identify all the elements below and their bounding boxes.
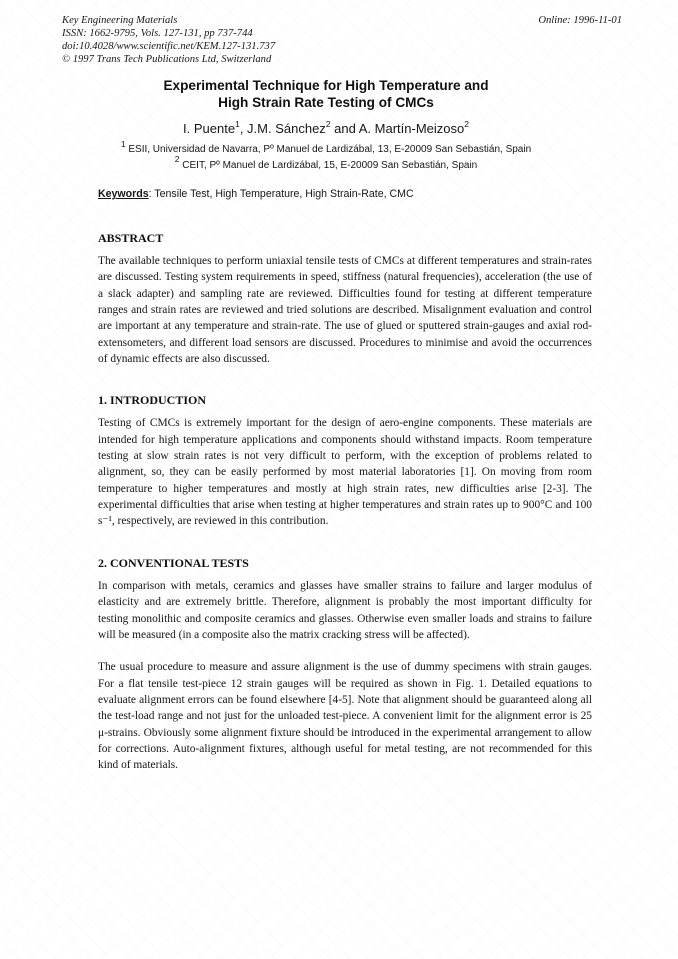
journal-header	[0, 0, 678, 66]
journal-header-left	[62, 14, 275, 66]
journal-name: Key Engineering Materials	[62, 15, 178, 26]
affiliation-1-text: ESII, Universidad de Navarra, Pº Manuel de Lardizábal, 13, E-20009 San Sebastián, Spain	[125, 144, 532, 155]
conventional-tests-paragraph-1: In comparison with metals, ceramics and glasses have smaller strains to failure and larger modulus of elasticity and are extremely brittle. Therefore, alignment is probably the most important difficulty for testing monolithic and composite ceramics and glasses. Otherwise even smaller loads and strains to failure will be measured (in a composite also the matrix cracking stress will be affected).	[98, 579, 592, 641]
authors-line	[70, 118, 582, 137]
affiliation-1-mark: 1	[120, 138, 126, 149]
issn-line: ISSN: 1662-9795, Vols. 127-131, pp 737-744	[62, 28, 253, 39]
author-1-name: I. Puente	[183, 121, 236, 136]
keywords-line	[98, 187, 592, 201]
author-separator-2: and	[330, 121, 359, 136]
conventional-tests-heading: 2. CONVENTIONAL TESTS	[98, 555, 249, 570]
online-date: Online: 1996-11-01	[538, 15, 622, 26]
keywords-value: : Tensile Test, High Temperature, High Strain-Rate, CMC	[148, 188, 414, 200]
affiliations	[70, 138, 582, 173]
author-3-name: A. Martín-Meizoso	[358, 121, 465, 136]
paper-title	[70, 77, 582, 111]
title-block	[70, 77, 582, 173]
doi-line: doi:10.4028/www.scientific.net/KEM.127-131.737	[62, 41, 276, 52]
abstract-heading: ABSTRACT	[98, 231, 164, 245]
author-2-name: J.M. Sánchez	[247, 121, 326, 136]
author-separator-1: ,	[239, 121, 248, 136]
author-3-affiliation-mark: 2	[464, 118, 469, 129]
author-1-affiliation-mark: 1	[235, 118, 240, 129]
journal-header-right	[538, 14, 622, 27]
affiliation-2-text: CEIT, Pº Manuel de Lardizábal, 15, E-20009 San Sebastián, Spain	[179, 159, 478, 171]
affiliation-1	[70, 138, 582, 158]
keywords-label: Keywords	[98, 188, 149, 200]
paper-title-line-2: High Strain Rate Testing of CMCs	[218, 95, 434, 110]
copyright-line: © 1997 Trans Tech Publications Ltd, Switzerland	[62, 54, 272, 65]
abstract-paragraph: The available techniques to perform uniaxial tensile tests of CMCs at different temperatures and strain-rates are discussed. Testing system requirements in speed, stiffness (natural frequencies), acceleration (the use of a slack adapter) and sampling rate are reviewed. Difficulties found for testing at different temperature ranges and strain rates are reviewed and tried solutions are described. Misalignment evaluation and control are important at any temperature and strain-rate. The use of glued or sputtered strain-gauges and axial rod-extensometers, and different load sensors are discussed. Procedures to minimise and avoid the occurrences of dynamic effects are also discussed.	[98, 255, 592, 366]
author-2-affiliation-mark: 2	[325, 118, 331, 129]
affiliation-2-mark: 2	[174, 154, 180, 165]
conventional-tests-paragraph-2: The usual procedure to measure and assure alignment is the use of dummy specimens with strain gauges. For a flat tensile test-piece 12 strain gauges will be required as shown in Fig. 1. Detailed equations to evaluate alignment errors can be found elsewhere [4-5]. Note that alignment should be guaranteed along all the test-load range and not just for the unloaded test-piece. A convenient limit for the alignment error is 25 μ-strains. Obviously some alignment fixture should be introduced in the experimental arrangement to allow for corrections. Auto-alignment fixtures, although useful for metal testing, are not recommended for this kind of materials.	[98, 661, 592, 772]
introduction-heading: 1. INTRODUCTION	[98, 393, 207, 408]
affiliation-2	[70, 154, 582, 174]
introduction-paragraph: Testing of CMCs is extremely important for the design of aero-engine components. These materials are intended for high temperature applications and components should withstand impacts. Room temperature testing at slow strain rates is not very difficult to perform, with the exception of problems related to alignment, so, they can be easily performed by most material laboratories [1]. On moving from room temperature to higher temperatures and mostly at high strain rates, new difficulties arise [2-3]. The experimental difficulties that arise when testing at higher temperatures and strain rates up to 900°C and 100 s⁻¹, respectively, are reviewed in this contribution.	[98, 417, 592, 528]
paper-title-line-1: Experimental Technique for High Temperature and	[163, 78, 489, 93]
